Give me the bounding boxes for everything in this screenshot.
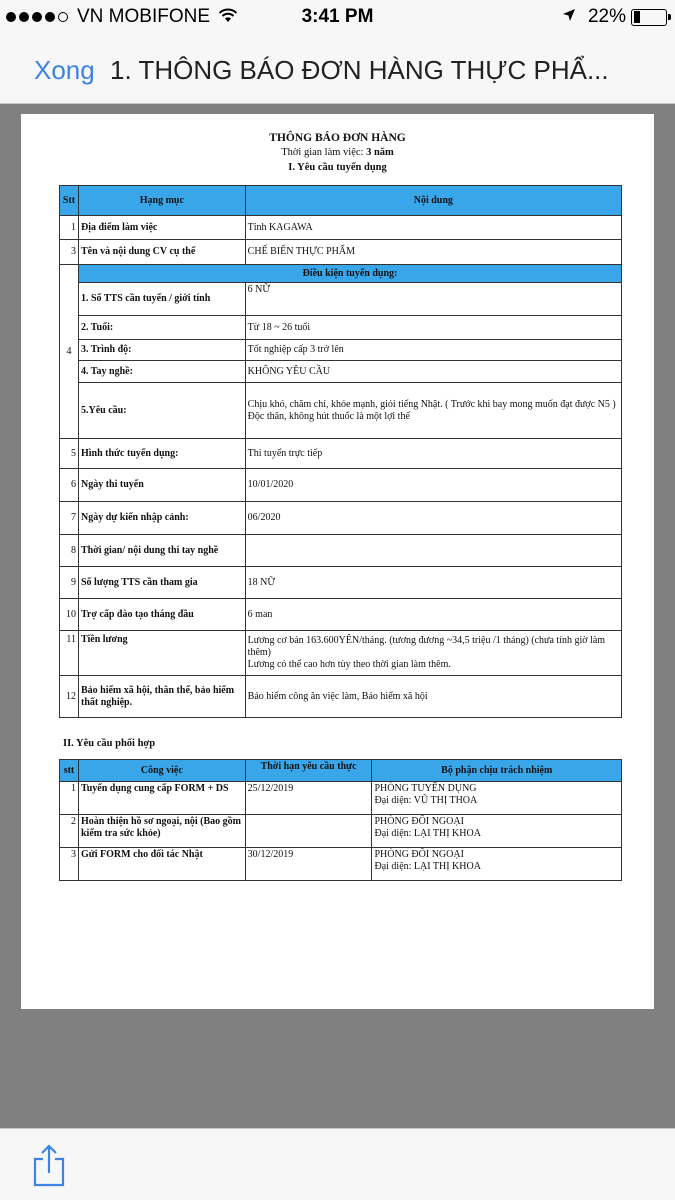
- row-item: Trợ cấp đào tạo tháng đầu: [78, 599, 245, 631]
- row-stt: 4: [60, 265, 79, 439]
- header-stt: Stt: [60, 186, 79, 216]
- location-arrow-icon: [562, 6, 576, 28]
- row-stt: 12: [60, 676, 79, 718]
- requirement-line: Chịu khó, chăm chỉ, khỏe mạnh, giỏi tiếng Nhật. ( Trước khi bay mong muốn đạt được N5 ): [247, 398, 616, 410]
- coordination-table: [59, 759, 622, 881]
- row-content: 10/01/2020: [245, 469, 621, 502]
- row-stt: 2: [60, 815, 79, 848]
- recruitment-table: [59, 185, 622, 718]
- row-item: Bảo hiểm xã hội, thân thể, bảo hiểm thất nghiệp.: [78, 676, 245, 718]
- department-name: PHÒNG ĐỐI NGOẠI: [374, 849, 464, 860]
- section-2-title: II. Yêu cầu phối hợp: [63, 738, 156, 749]
- row-stt: 1: [60, 782, 79, 815]
- row-item: Tên và nội dung CV cụ thể: [78, 240, 245, 265]
- requirement-line: Độc thân, không hút thuốc là một lợi thế: [247, 410, 410, 422]
- work-time-label: Thời gian làm việc:: [281, 147, 364, 158]
- condition-item: 5.Yêu cầu:: [78, 383, 245, 439]
- row-content: CHẾ BIẾN THỰC PHẨM: [245, 240, 621, 265]
- battery-icon: [631, 9, 667, 26]
- table-row: [60, 848, 622, 881]
- row-stt: 6: [60, 469, 79, 502]
- row-deadline: 30/12/2019: [245, 848, 372, 881]
- row-item: Thời gian/ nội dung thi tay nghề: [78, 535, 245, 567]
- row-stt: 3: [60, 240, 79, 265]
- header-deadline: Thời hạn yêu cầu thực: [245, 760, 372, 782]
- row-content: Tỉnh KAGAWA: [245, 216, 621, 240]
- table-row: [60, 316, 622, 340]
- header-task: Công việc: [78, 760, 245, 782]
- condition-item: 1. Số TTS cần tuyển / giới tính: [78, 283, 245, 316]
- row-content: Bảo hiểm công ăn việc làm, Bảo hiểm xã hội: [245, 676, 621, 718]
- row-department: [372, 782, 622, 815]
- row-department: [372, 815, 622, 848]
- row-task: Tuyển dụng cung cấp FORM + DS: [78, 782, 245, 815]
- salary-line: Lương có thể cao hơn tùy theo thời gian làm thêm.: [247, 659, 451, 670]
- navigation-bar: [0, 34, 675, 104]
- row-content: 06/2020: [245, 502, 621, 535]
- condition-content: KHÔNG YÊU CẦU: [245, 361, 621, 383]
- condition-content: Từ 18 ~ 26 tuổi: [245, 316, 621, 340]
- row-content: 18 NỮ: [245, 567, 621, 599]
- table-row: [60, 782, 622, 815]
- table-row: [60, 469, 622, 502]
- document-title: 1. THÔNG BÁO ĐƠN HÀNG THỰC PHẨ...: [110, 55, 609, 85]
- battery-percent: 22%: [587, 6, 626, 27]
- work-time-value: 3 năm: [366, 147, 394, 158]
- table-row: [60, 676, 622, 718]
- department-name: PHÒNG ĐỐI NGOẠI: [374, 816, 464, 827]
- table-row: [60, 383, 622, 439]
- table-row: [60, 502, 622, 535]
- table-row: [60, 599, 622, 631]
- table-row: [60, 815, 622, 848]
- row-deadline: 25/12/2019: [245, 782, 372, 815]
- done-button[interactable]: Xong: [34, 55, 95, 85]
- battery-status: [562, 6, 667, 28]
- row-content: [245, 535, 621, 567]
- table-row: [60, 340, 622, 361]
- row-stt: 7: [60, 502, 79, 535]
- row-stt: 1: [60, 216, 79, 240]
- department-rep: Đại diện: VŨ THỊ THOA: [374, 795, 478, 806]
- row-stt: 8: [60, 535, 79, 567]
- table-row: [60, 283, 622, 316]
- doc-heading: THÔNG BÁO ĐƠN HÀNG: [269, 132, 406, 144]
- carrier-name: VN MOBIFONE: [77, 6, 211, 27]
- row-content: 6 man: [245, 599, 621, 631]
- condition-item: 4. Tay nghề:: [78, 361, 245, 383]
- department-rep: Đại diện: LẠI THỊ KHOA: [374, 861, 481, 872]
- condition-item: 3. Trình độ:: [78, 340, 245, 361]
- table-row: [60, 216, 622, 240]
- header-content: Nội dung: [245, 186, 621, 216]
- work-time: [21, 147, 654, 158]
- condition-header: Điều kiện tuyển dụng:: [78, 265, 621, 283]
- row-deadline: [245, 815, 372, 848]
- share-icon[interactable]: [32, 1143, 66, 1187]
- bottom-toolbar: [0, 1128, 675, 1200]
- table-row: [60, 240, 622, 265]
- row-item: Ngày dự kiến nhập cảnh:: [78, 502, 245, 535]
- table-row: [60, 567, 622, 599]
- table-row: [60, 361, 622, 383]
- row-content: [245, 631, 621, 676]
- row-item: Địa điểm làm việc: [78, 216, 245, 240]
- header-stt: stt: [60, 760, 79, 782]
- table-row: [60, 631, 622, 676]
- row-stt: 11: [60, 631, 79, 676]
- row-item: Tiền lương: [78, 631, 245, 676]
- status-bar: [0, 0, 675, 34]
- row-item: Số lượng TTS cần tham gia: [78, 567, 245, 599]
- document-page[interactable]: [21, 114, 654, 1009]
- row-stt: 9: [60, 567, 79, 599]
- condition-content: [245, 383, 621, 439]
- header-department: Bộ phận chịu trách nhiệm: [372, 760, 622, 782]
- row-content: Thi tuyển trực tiếp: [245, 439, 621, 469]
- condition-item: 2. Tuổi:: [78, 316, 245, 340]
- row-item: Ngày thi tuyển: [78, 469, 245, 502]
- row-stt: 5: [60, 439, 79, 469]
- table-row: [60, 535, 622, 567]
- row-task: Hoàn thiện hồ sơ ngoại, nội (Bao gồm kiểm tra sức khỏe): [78, 815, 245, 848]
- condition-content: Tốt nghiệp cấp 3 trở lên: [245, 340, 621, 361]
- row-task: Gửi FORM cho đối tác Nhật: [78, 848, 245, 881]
- row-stt: 3: [60, 848, 79, 881]
- salary-line: Lương cơ bản 163.600YÊN/tháng. (tương đương ~34,5 triệu /1 tháng) (chưa tính giờ làm thêm): [247, 635, 606, 658]
- header-item: Hạng mục: [78, 186, 245, 216]
- clock: 3:41 PM: [301, 6, 374, 27]
- row-stt: 10: [60, 599, 79, 631]
- section-1-title: I. Yêu cầu tuyển dụng: [288, 162, 387, 173]
- department-rep: Đại diện: LẠI THỊ KHOA: [374, 828, 481, 839]
- condition-header-row: [60, 265, 622, 283]
- row-department: [372, 848, 622, 881]
- condition-content: 6 NỮ: [245, 283, 621, 316]
- table-row: [60, 439, 622, 469]
- row-item: Hình thức tuyển dụng:: [78, 439, 245, 469]
- department-name: PHÒNG TUYỂN DỤNG: [374, 783, 477, 794]
